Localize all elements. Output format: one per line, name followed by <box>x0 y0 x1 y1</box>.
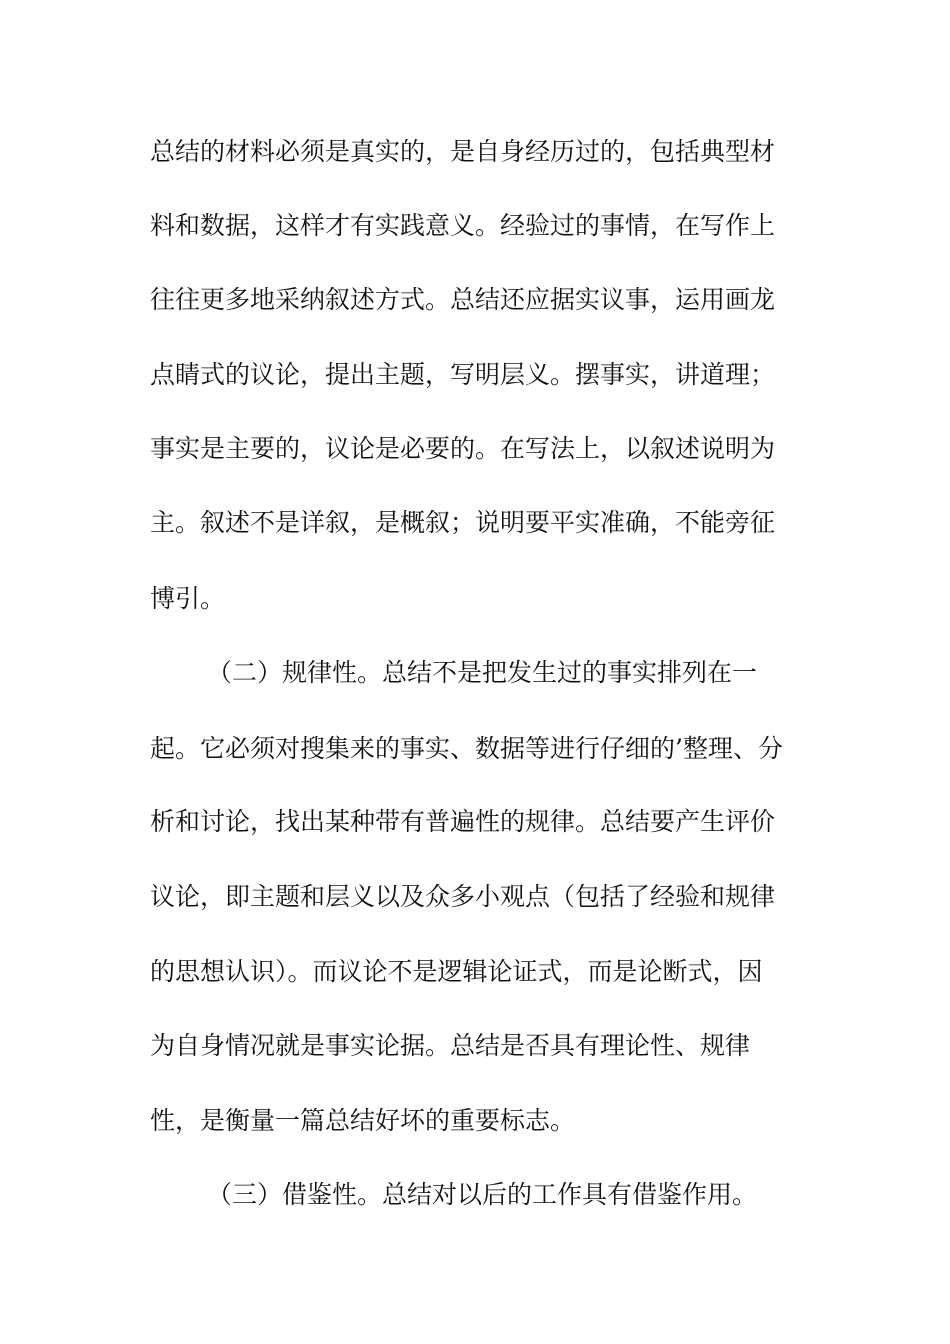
text-line: 事实是主要的，议论是必要的。在写法上，以叙述说明为 <box>150 434 776 463</box>
text-line: 点睛式的议论，提出主题，写明层义。摆事实，讲道理； <box>150 360 776 389</box>
text-line: 性，是衡量一篇总结好坏的重要标志。 <box>150 1106 576 1135</box>
text-line: 总结的材料必须是真实的，是自身经历过的，包括典型材 <box>150 137 776 166</box>
section-heading-line: （二）规律性。总结不是把发生过的事实排列在一 <box>207 658 758 687</box>
text-line: 的思想认识）。而议论不是逻辑论证式，而是论断式，因 <box>150 957 763 986</box>
text-line: 料和数据，这样才有实践意义。经验过的事情，在写作上 <box>150 211 776 240</box>
text-line: 博引。 <box>150 584 226 613</box>
text-line: 起。它必须对搜集来的事实、数据等进行仔细的’整理、分 <box>150 734 783 763</box>
text-line: 析和讨论，找出某种带有普遍性的规律。总结要产生评价 <box>150 807 776 836</box>
section-heading-line: （三）借鉴性。总结对以后的工作具有借鉴作用。 <box>207 1180 758 1209</box>
text-line: 主。叙述不是详叙，是概叙；说明要平实准确，不能旁征 <box>150 508 776 537</box>
text-line: 往往更多地采纳叙述方式。总结还应据实议事，运用画龙 <box>150 285 776 314</box>
text-line: 议论，即主题和层义以及众多小观点（包括了经验和规律 <box>150 882 776 911</box>
text-line: 为自身情况就是事实论据。总结是否具有理论性、规律 <box>150 1031 751 1060</box>
